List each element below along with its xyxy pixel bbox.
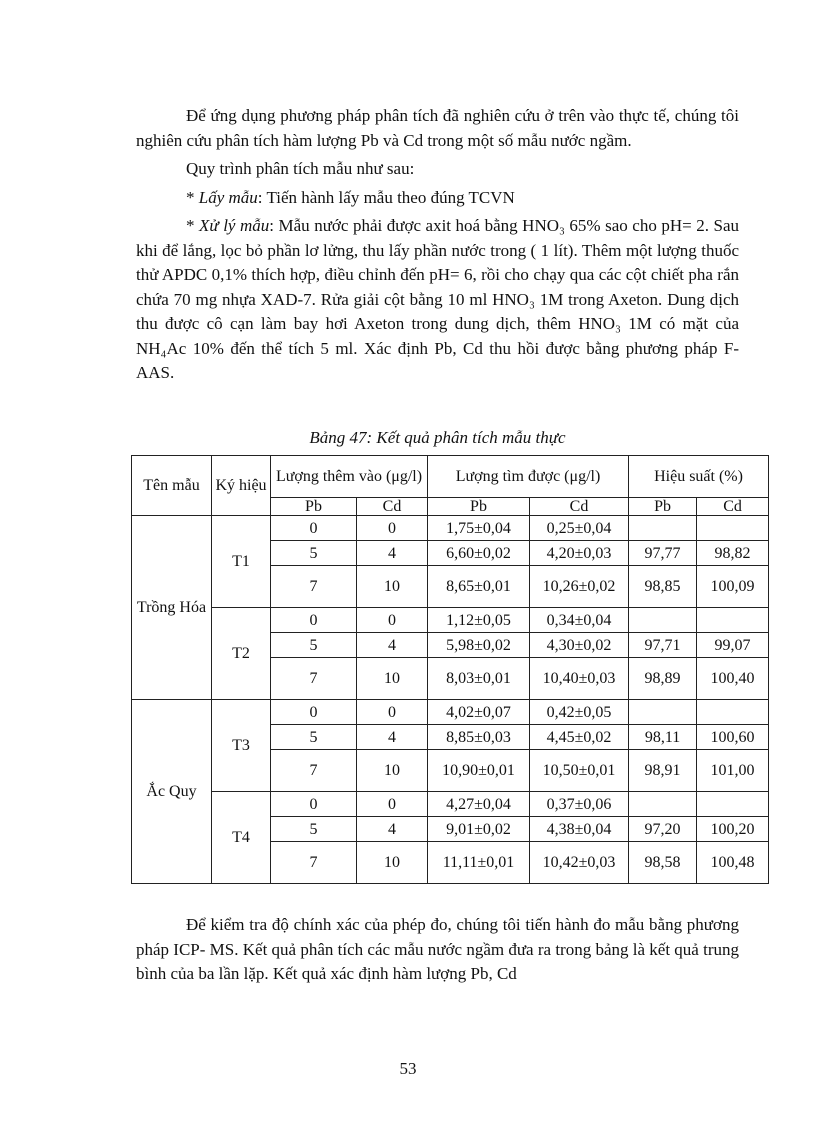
subheader-found-cd: Cd	[530, 498, 629, 516]
header-ten-mau: Tên mẫu	[132, 456, 212, 516]
step-sampling: * Lấy mẫu: Tiến hành lấy mẫu theo đúng TCVN	[186, 187, 515, 207]
cell-found-pb-text: 11,11±0,01	[442, 854, 515, 871]
cell-found-cd-text: 10,50±0,01	[542, 762, 616, 779]
table-row	[132, 700, 769, 725]
cell-found-cd: 4,20±0,03	[530, 541, 629, 566]
cell-add-pb: 5	[271, 817, 357, 842]
cell-found-pb: 4,02±0,07	[428, 700, 530, 725]
cell-eff-pb	[629, 608, 697, 633]
subheader-added-cd: Cd	[357, 498, 428, 516]
cell-found-pb: 1,12±0,05	[428, 608, 530, 633]
cell-eff-cd: 101,00	[697, 750, 769, 792]
cell-add-pb: 7	[271, 842, 357, 884]
cell-add-cd: 0	[357, 608, 428, 633]
cell-eff-cd: 99,07	[697, 633, 769, 658]
cell-add-pb: 5	[271, 725, 357, 750]
outro-paragraph: Để kiểm tra độ chính xác của phép đo, chúng tôi tiến hành đo mẫu bằng phương pháp ICP- MS. Kết quả phân tích các mẫu nước ngầm đưa ra trong bảng là kết quả trung bình của ba lần lặp. Kết quả xác định hàm lượng Pb, Cd	[136, 915, 739, 983]
cell-eff-pb: 97,77	[629, 541, 697, 566]
cell-add-cd: 10	[357, 842, 428, 884]
cell-add-pb: 7	[271, 658, 357, 700]
step-processing-text: : Mẫu nước phải được axit hoá bằng HNO₃ 65% sao cho pH= 2. Sau khi để lắng, lọc bỏ phần lơ lửng, thu lấy phần nước trong ( 1 lít). Thêm một lượng thuốc thử APDC 0,1% thích hợp, điều chỉnh đến pH= 6, rồi cho chạy qua các cột chiết pha rắn chứa 70 mg nhựa XAD-7. Rửa giải cột bằng 10 ml HNO₃ 1M trong Axeton. Dung dịch thu được cô cạn làm bay hơi Axeton trong dung dịch, thêm HNO₃ 1M có mặt của NH₄Ac 10% đến thể tích 5 ml. Xác định Pb, Cd thu hồi được bằng phương pháp F-AAS.	[136, 216, 740, 382]
cell-eff-cd	[697, 792, 769, 817]
cell-found-cd	[530, 566, 629, 608]
table-row	[132, 608, 769, 633]
page-number: 53	[399, 1059, 417, 1078]
intro-paragraph: Để ứng dụng phương pháp phân tích đã nghiên cứu ở trên vào thực tế, chúng tôi nghiên cứu phân tích hàm lượng Pb và Cd trong một số mẫu nước ngầm.	[136, 106, 739, 150]
intro-section	[136, 104, 739, 386]
cell-add-cd: 4	[357, 817, 428, 842]
cell-add-pb: 7	[271, 750, 357, 792]
cell-eff-pb: 98,58	[629, 842, 697, 884]
step-processing-label: Xử lý mẫu	[199, 216, 270, 235]
cell-eff-pb: 98,91	[629, 750, 697, 792]
cell-found-pb: 5,98±0,02	[428, 633, 530, 658]
cell-found-cd: 0,34±0,04	[530, 608, 629, 633]
cell-add-pb: 7	[271, 566, 357, 608]
subheader-found-pb: Pb	[428, 498, 530, 516]
cell-eff-cd: 100,48	[697, 842, 769, 884]
step-sampling-text: : Tiến hành lấy mẫu theo đúng TCVN	[257, 187, 515, 207]
cell-add-cd: 10	[357, 750, 428, 792]
cell-found-pb: 8,65±0,01	[428, 566, 530, 608]
cell-add-pb: 5	[271, 541, 357, 566]
header-found: Lượng tìm được (μg/l)	[428, 456, 629, 498]
cell-found-cd-text: 10,26±0,02	[542, 578, 616, 595]
cell-found-cd	[530, 750, 629, 792]
procedure-heading: Quy trình phân tích mẫu như sau:	[186, 159, 415, 178]
cell-found-cd: 4,38±0,04	[530, 817, 629, 842]
sample-code: T1	[212, 516, 271, 608]
cell-add-pb: 0	[271, 608, 357, 633]
cell-add-cd: 4	[357, 725, 428, 750]
cell-add-pb: 0	[271, 792, 357, 817]
cell-found-cd: 4,45±0,02	[530, 725, 629, 750]
subheader-eff-pb: Pb	[629, 498, 697, 516]
cell-found-cd: 0,42±0,05	[530, 700, 629, 725]
cell-add-pb: 0	[271, 516, 357, 541]
subheader-added-pb: Pb	[271, 498, 357, 516]
cell-found-pb: 6,60±0,02	[428, 541, 530, 566]
cell-eff-cd: 100,40	[697, 658, 769, 700]
cell-eff-pb: 97,20	[629, 817, 697, 842]
cell-eff-cd	[697, 608, 769, 633]
cell-add-cd: 4	[357, 541, 428, 566]
outro-section	[136, 913, 739, 987]
cell-eff-pb	[629, 792, 697, 817]
cell-eff-pb: 97,71	[629, 633, 697, 658]
step-processing: * Xử lý mẫu: Mẫu nước phải được axit hoá bằng HNO₃ 65% sao cho pH= 2. Sau khi để lắng, lọc bỏ phần lơ lửng, thu lấy phần nước trong ( 1 lít). Thêm một lượng thuốc thử APDC 0,1% thích hợp, điều chỉnh đến pH= 6, rồi cho chạy qua các cột chiết pha rắn chứa 70 mg nhựa XAD-7. Rửa giải cột bằng 10 ml HNO₃ 1M trong Axeton. Dung dịch thu được cô cạn làm bay hơi Axeton trong dung dịch, thêm HNO₃ 1M có mặt của NH₄Ac 10% đến thể tích 5 ml. Xác định Pb, Cd thu hồi được bằng phương pháp F-AAS.	[136, 216, 740, 382]
cell-found-cd-text: 10,40±0,03	[542, 670, 616, 687]
cell-add-pb: 5	[271, 633, 357, 658]
subheader-eff-cd: Cd	[697, 498, 769, 516]
cell-eff-pb	[629, 516, 697, 541]
cell-add-cd: 10	[357, 658, 428, 700]
cell-eff-cd: 100,09	[697, 566, 769, 608]
cell-eff-cd: 100,20	[697, 817, 769, 842]
cell-add-pb: 0	[271, 700, 357, 725]
cell-eff-cd	[697, 516, 769, 541]
cell-found-cd	[530, 842, 629, 884]
header-ky-hieu: Ký hiệu	[212, 456, 271, 516]
cell-add-cd: 0	[357, 516, 428, 541]
cell-found-pb	[428, 750, 530, 792]
cell-found-pb: 1,75±0,04	[428, 516, 530, 541]
cell-add-cd: 10	[357, 566, 428, 608]
cell-found-pb: 9,01±0,02	[428, 817, 530, 842]
group-name: Ắc Quy	[132, 700, 212, 884]
cell-eff-pb: 98,11	[629, 725, 697, 750]
sample-code: T4	[212, 792, 271, 884]
cell-found-pb-text: 10,90±0,01	[442, 762, 515, 779]
cell-add-cd: 0	[357, 700, 428, 725]
header-added: Lượng thêm vào (μg/l)	[271, 456, 428, 498]
cell-found-pb: 4,27±0,04	[428, 792, 530, 817]
cell-add-cd: 4	[357, 633, 428, 658]
cell-found-cd: 4,30±0,02	[530, 633, 629, 658]
sample-code: T2	[212, 608, 271, 700]
cell-found-cd: 0,37±0,06	[530, 792, 629, 817]
cell-add-cd: 0	[357, 792, 428, 817]
table-row	[132, 792, 769, 817]
cell-found-cd: 0,25±0,04	[530, 516, 629, 541]
cell-eff-pb: 98,89	[629, 658, 697, 700]
header-efficiency: Hiệu suất (%)	[629, 456, 769, 498]
table-header-row	[132, 456, 769, 498]
sample-code: T3	[212, 700, 271, 792]
cell-eff-pb: 98,85	[629, 566, 697, 608]
cell-found-pb	[428, 842, 530, 884]
cell-eff-cd: 100,60	[697, 725, 769, 750]
cell-found-pb: 8,03±0,01	[428, 658, 530, 700]
cell-eff-pb	[629, 700, 697, 725]
cell-found-pb: 8,85±0,03	[428, 725, 530, 750]
cell-found-cd	[530, 658, 629, 700]
cell-found-cd-text: 10,42±0,03	[542, 854, 616, 871]
cell-eff-cd	[697, 700, 769, 725]
table-row	[132, 516, 769, 541]
step-sampling-label: Lấy mẫu	[198, 187, 258, 207]
group-name: Trồng Hóa	[132, 516, 212, 700]
cell-eff-cd: 98,82	[697, 541, 769, 566]
table-caption: Bảng 47: Kết quả phân tích mẫu thực	[309, 428, 566, 447]
results-table	[131, 455, 769, 884]
